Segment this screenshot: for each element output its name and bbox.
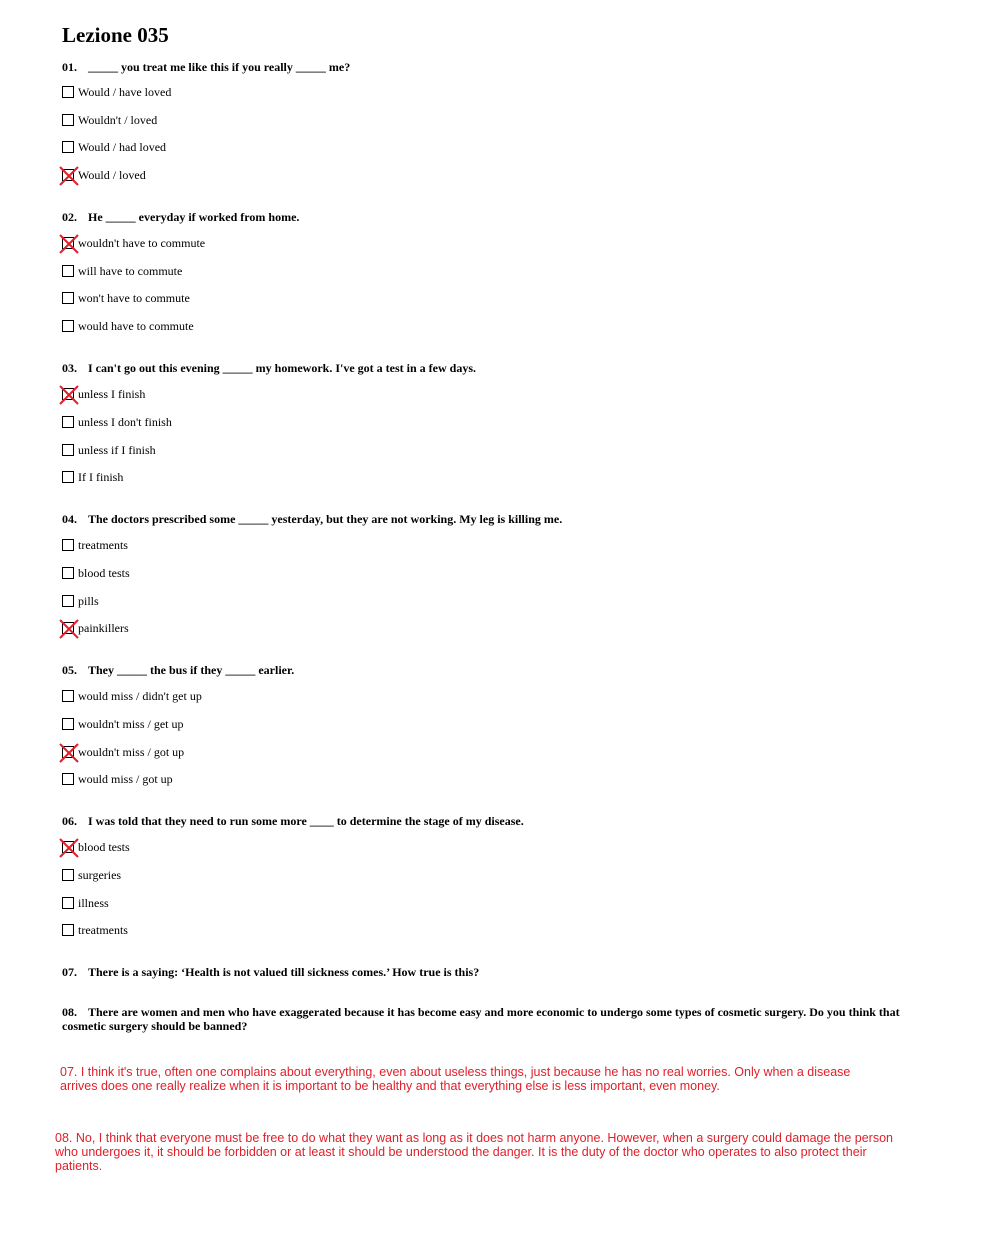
checkbox[interactable] (62, 924, 74, 936)
option-label: unless I don't finish (78, 415, 172, 429)
option-label: wouldn't miss / got up (78, 745, 185, 759)
option-2-3[interactable] (62, 290, 190, 306)
checkbox[interactable] (62, 169, 74, 181)
question-text: They _____ the bus if they _____ earlier. (88, 663, 295, 677)
checkbox[interactable] (62, 567, 74, 579)
option-label: If I finish (78, 470, 124, 484)
checkbox[interactable] (62, 746, 74, 758)
option-label: will have to commute (78, 264, 183, 278)
option-4-4[interactable] (62, 620, 129, 636)
checkbox[interactable] (62, 718, 74, 730)
option-label: wouldn't miss / get up (78, 717, 184, 731)
option-3-4[interactable] (62, 469, 123, 485)
checkbox[interactable] (62, 265, 74, 277)
question-8 (62, 1005, 922, 1033)
question-text: He _____ everyday if worked from home. (88, 210, 300, 224)
answer-08: 08. No, I think that everyone must be free to do what they want as long as it does not harm anyone. However, when a surgery could damage the person who undergoes it, it should be forbidden or at least it should be understood the danger. It is the duty of the doctor who operates to also protect their patients. (55, 1131, 893, 1173)
checkbox[interactable] (62, 841, 74, 853)
option-label: blood tests (78, 566, 130, 580)
option-3-2[interactable] (62, 414, 172, 430)
option-label: blood tests (78, 840, 130, 854)
question-text: There is a saying: ‘Health is not valued till sickness comes.’ How true is this? (88, 965, 480, 979)
option-1-2[interactable] (62, 112, 157, 128)
answer-07: 07. I think it's true, often one complains about everything, even about useless things, just because he has no real worries. Only when a disease arrives does one really realize when it is important to be healthy and that everything else is less important, even money. (60, 1065, 851, 1093)
question-number: 02. (62, 210, 77, 224)
question-text: I was told that they need to run some more ____ to determine the stage of my disease. (88, 814, 524, 828)
checkbox[interactable] (62, 388, 74, 400)
option-1-4[interactable] (62, 167, 146, 183)
option-label: illness (78, 896, 109, 910)
page-title: Lezione 035 (62, 23, 169, 47)
checkbox[interactable] (62, 595, 74, 607)
option-label: surgeries (78, 868, 122, 882)
option-1-1[interactable] (62, 84, 171, 100)
question-4 (62, 512, 922, 526)
option-5-1[interactable] (62, 688, 202, 704)
option-6-2[interactable] (62, 867, 121, 883)
checkbox[interactable] (62, 114, 74, 126)
question-number: 07. (62, 965, 77, 979)
option-label: Would / loved (78, 168, 146, 182)
option-label: Would / had loved (78, 140, 167, 154)
option-label: unless if I finish (78, 443, 156, 457)
question-number: 06. (62, 814, 77, 828)
option-4-2[interactable] (62, 565, 130, 581)
cross-mark-icon (58, 384, 80, 406)
option-3-3[interactable] (62, 442, 156, 458)
checkbox[interactable] (62, 86, 74, 98)
question-number: 08. (62, 1005, 77, 1019)
option-2-2[interactable] (62, 263, 182, 279)
checkbox[interactable] (62, 773, 74, 785)
option-label: would miss / didn't get up (78, 689, 202, 703)
option-label: wouldn't have to commute (78, 236, 206, 250)
option-4-3[interactable] (62, 593, 99, 609)
checkbox[interactable] (62, 539, 74, 551)
option-4-1[interactable] (62, 537, 128, 553)
question-number: 03. (62, 361, 77, 375)
question-6 (62, 814, 922, 828)
option-label: treatments (78, 923, 128, 937)
option-5-3[interactable] (62, 744, 184, 760)
option-2-1[interactable] (62, 235, 205, 251)
question-number: 01. (62, 60, 77, 74)
checkbox[interactable] (62, 622, 74, 634)
checkbox[interactable] (62, 320, 74, 332)
question-7 (62, 965, 922, 979)
question-2 (62, 210, 922, 224)
option-2-4[interactable] (62, 318, 194, 334)
question-number: 04. (62, 512, 77, 526)
checkbox[interactable] (62, 897, 74, 909)
option-label: unless I finish (78, 387, 146, 401)
question-text: The doctors prescribed some _____ yesterday, but they are not working. My leg is killing me. (88, 512, 563, 526)
option-label: won't have to commute (78, 291, 190, 305)
cross-mark-icon (58, 233, 80, 255)
option-label: treatments (78, 538, 128, 552)
option-label: would miss / got up (78, 772, 173, 786)
checkbox[interactable] (62, 444, 74, 456)
checkbox[interactable] (62, 237, 74, 249)
option-label: would have to commute (78, 319, 194, 333)
question-number: 05. (62, 663, 77, 677)
option-3-1[interactable] (62, 386, 145, 402)
cross-mark-icon (58, 618, 80, 640)
option-6-4[interactable] (62, 922, 128, 938)
checkbox[interactable] (62, 869, 74, 881)
option-label: Would / have loved (78, 85, 172, 99)
option-5-2[interactable] (62, 716, 184, 732)
checkbox[interactable] (62, 690, 74, 702)
option-label: painkillers (78, 621, 129, 635)
checkbox[interactable] (62, 141, 74, 153)
option-label: pills (78, 594, 99, 608)
cross-mark-icon (58, 742, 80, 764)
option-5-4[interactable] (62, 771, 173, 787)
question-3 (62, 361, 922, 375)
question-5 (62, 663, 922, 677)
cross-mark-icon (58, 165, 80, 187)
question-1 (62, 60, 922, 74)
checkbox[interactable] (62, 471, 74, 483)
option-6-3[interactable] (62, 895, 109, 911)
checkbox[interactable] (62, 416, 74, 428)
option-label: Wouldn't / loved (78, 113, 158, 127)
cross-mark-icon (58, 837, 80, 859)
option-6-1[interactable] (62, 839, 130, 855)
checkbox[interactable] (62, 292, 74, 304)
question-text: _____ you treat me like this if you really _____ me? (88, 60, 351, 74)
question-text: I can't go out this evening _____ my homework. I've got a test in a few days. (88, 361, 476, 375)
question-text: There are women and men who have exaggerated because it has become easy and more economic to undergo some types of cosmetic surgery. Do you think that cosmetic surgery should be banned? (62, 1005, 900, 1033)
option-1-3[interactable] (62, 139, 166, 155)
